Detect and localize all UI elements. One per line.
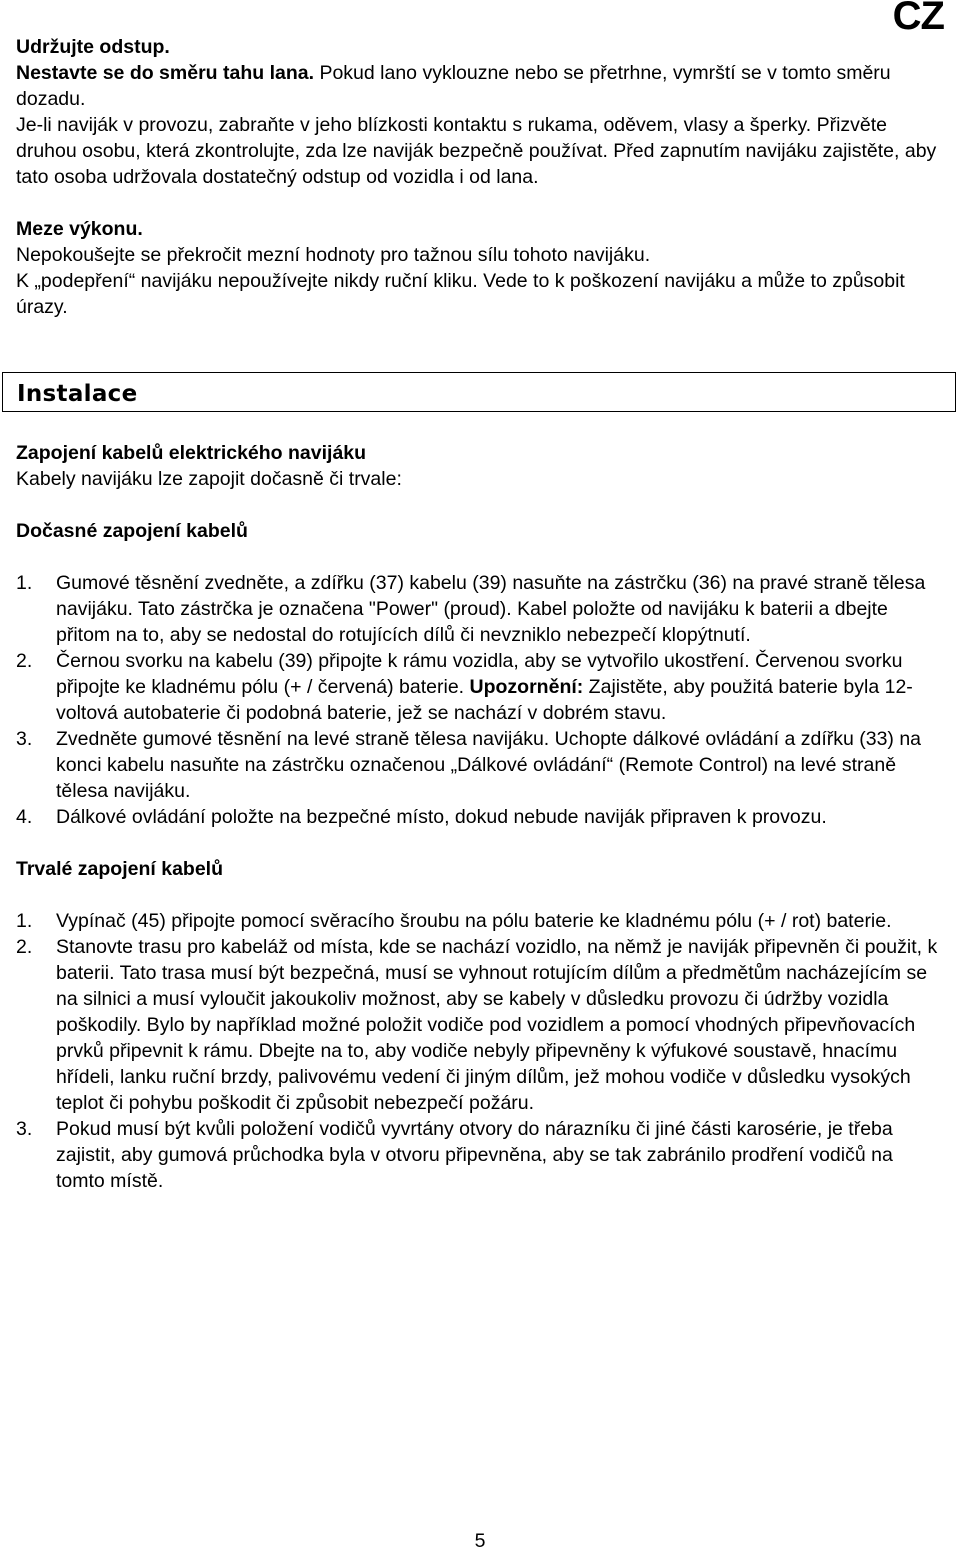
list-item xyxy=(16,934,946,1116)
step-text: Pokud musí být kvůli položení vodičů vyvrtány otvory do nárazníku či jiné části karosérie, je třeba zajistit, aby gumová průchodka byla v otvoru připevněna, aby se tak zabránilo prodření vodičů na tomto místě. xyxy=(56,1118,893,1192)
stand-warning xyxy=(16,60,946,112)
list-item xyxy=(16,804,946,830)
step-number: 1. xyxy=(16,910,33,932)
crank-warning: K „podepření“ navijáku nepoužívejte nikdy ruční kliku. Vede to k poškození navijáku a může to způsobit úrazy. xyxy=(16,270,905,318)
permanent-title: Trvalé zapojení kabelů xyxy=(16,858,223,880)
step-text: Zvedněte gumové těsnění na levé straně tělesa navijáku. Uchopte dálkové ovládání a zdířku (33) na konci kabelu nasuňte na zástrčku označenou „Dálkové ovládání“ (Remote Control) na levé straně tělesa navijáku. xyxy=(56,728,922,802)
wiring-intro: Kabely navijáku lze zapojit dočasně či trvale: xyxy=(16,468,402,490)
section-header xyxy=(2,372,956,412)
operation-warning: Je-li naviják v provozu, zabraňte v jeho blízkosti kontaktu s rukama, oděvem, vlasy a šperky. Přizvěte druhou osobu, která zkontrolujte, zda lze naviják bezpečně používat. Před zapnutím navijáku zajistěte, aby tato osoba udržovala dostatečný odstup od vozidla i od lana. xyxy=(16,114,937,188)
list-item xyxy=(16,908,946,934)
limits-text: Nepokoušejte se překročit mezní hodnoty pro tažnou sílu tohoto navijáku. xyxy=(16,244,651,266)
installation-content xyxy=(16,440,946,1194)
page-number: 5 xyxy=(474,1530,486,1552)
keep-distance-title: Udržujte odstup. xyxy=(16,36,170,58)
language-tag: CZ xyxy=(892,0,944,38)
wiring-title: Zapojení kabelů elektrického navijáku xyxy=(16,442,367,464)
list-item xyxy=(16,1116,946,1194)
permanent-steps xyxy=(16,908,946,1194)
step-text: Zajistěte, aby použitá baterie byla 12-voltová autobaterie či podobná baterie, jež se nachází v dobrém stavu. xyxy=(56,676,913,724)
step-text: Černou svorku na kabelu (39) připojte k rámu vozidla, aby se vytvořilo ukostření. Červenou svorku připojte ke kladnému pólu (+ / červená) baterie. xyxy=(56,650,903,698)
temporary-steps xyxy=(16,570,946,830)
section-title: Instalace xyxy=(17,381,138,407)
step-text: Gumové těsnění zvedněte, a zdířku (37) kabelu (39) nasuňte na zástrčku (36) na pravé straně tělesa navijáku. Tato zástrčka je označena "Power" (proud). Kabel položte od navijáku k baterii a dbejte přitom na to, aby se nedostal do rotujících dílů či nevzniklo nebezpečí klopýtnutí. xyxy=(56,572,926,646)
step-text: Dálkové ovládání položte na bezpečné místo, dokud nebude naviják připraven k provozu. xyxy=(56,806,827,828)
step-number: 4. xyxy=(16,806,33,828)
stand-warning-bold: Nestavte se do směru tahu lana. xyxy=(16,62,315,84)
step-text: Vypínač (45) připojte pomocí svěracího šroubu na pólu baterie ke kladnému pólu (+ / rot) baterie. xyxy=(56,910,892,932)
step-text: Stanovte trasu pro kabeláž od místa, kde se nachází vozidlo, na němž je naviják připevněn či použit, k baterii. Tato trasa musí být bezpečná, musí se vyhnout rotujícím dílům a předmětům nacházejícím se na silnici a musí vyloučit jakoukoliv možnost, aby se kabely v důsledku provozu či údržby vozidla poškodily. Bylo by například možné položit vodiče pod vozidlem a pomocí vhodných připevňovacích prvků připevnit k rámu. Dbejte na to, aby vodiče nebyly připevněny k výfukové soustavě, hnacímu hřídeli, lanku ruční brzdy, palivovému vedení či jiným dílům, jež mohou vodiče v důsledku vysokých teplot či pohybu poškodit či způsobit nebezpečí požáru. xyxy=(56,936,938,1114)
step-number: 2. xyxy=(16,936,33,958)
list-item xyxy=(16,726,946,804)
limits-title: Meze výkonu. xyxy=(16,218,143,240)
step-number: 3. xyxy=(16,1118,33,1140)
step-number: 3. xyxy=(16,728,33,750)
list-item xyxy=(16,570,946,648)
warning-label: Upozornění: xyxy=(469,676,584,698)
stand-warning-text: Pokud lano vyklouzne nebo se přetrhne, vymrští se v tomto směru dozadu. xyxy=(16,62,891,110)
temporary-title: Dočasné zapojení kabelů xyxy=(16,520,248,542)
step-number: 2. xyxy=(16,650,33,672)
upper-warnings xyxy=(16,34,946,320)
step-number: 1. xyxy=(16,572,33,594)
list-item xyxy=(16,648,946,726)
